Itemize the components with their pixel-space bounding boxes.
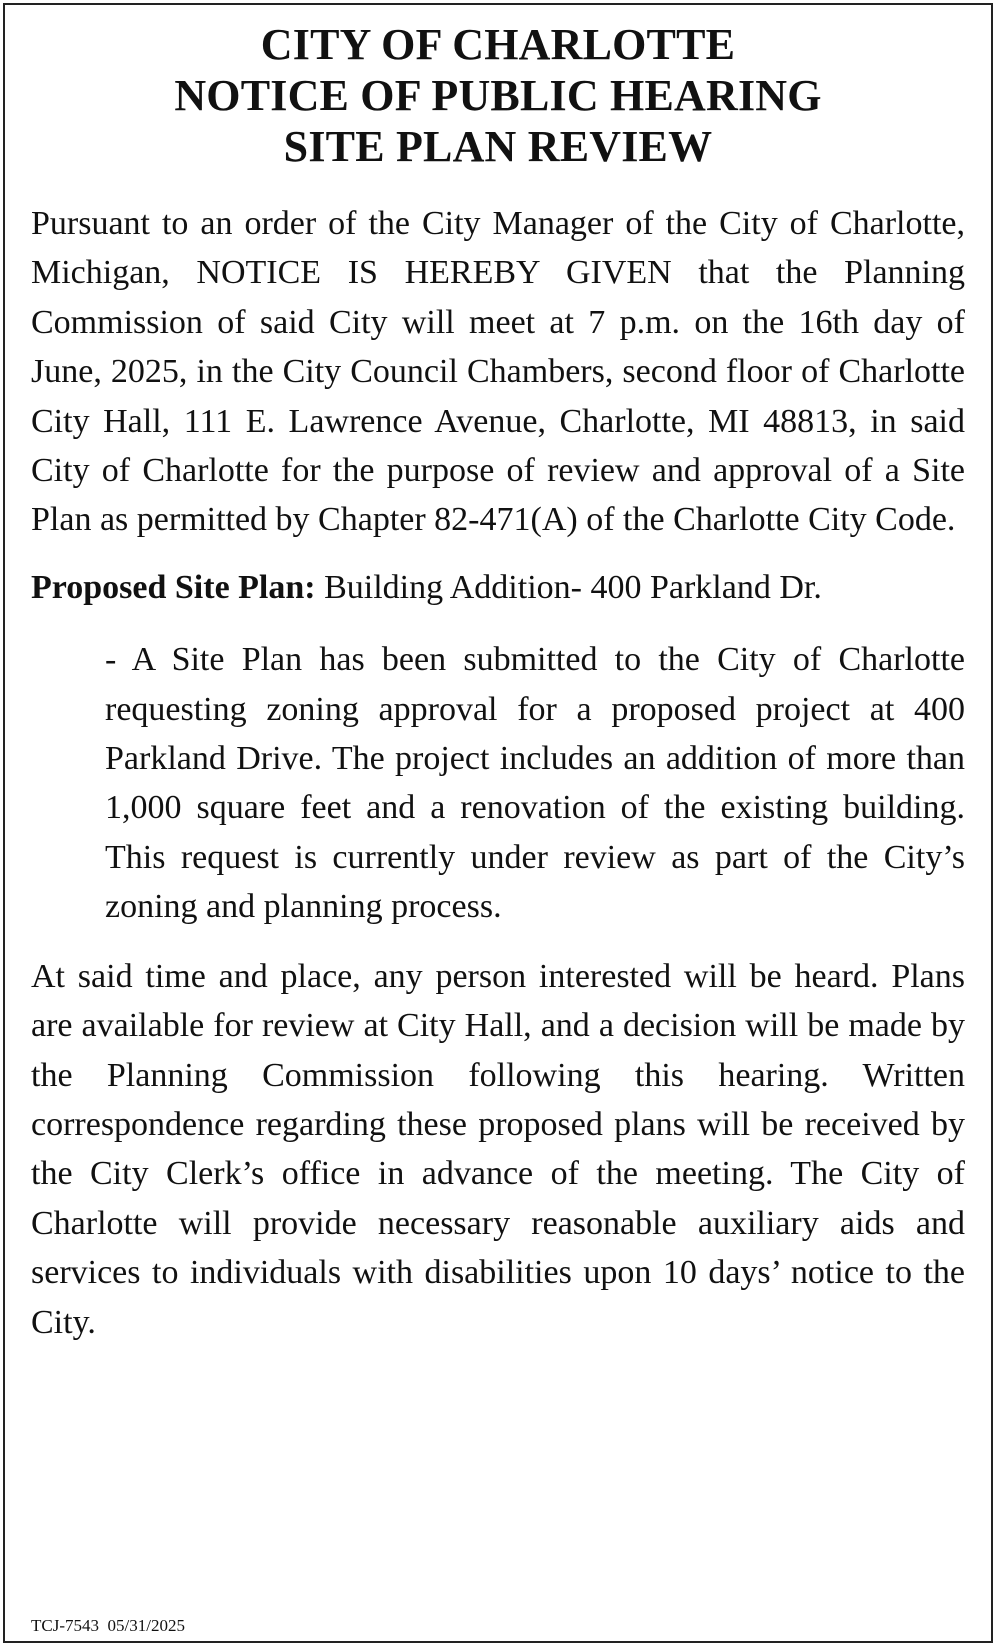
notice-title: [31, 19, 965, 172]
proposed-site-plan-value: Building Addition- 400 Parkland Dr.: [315, 568, 822, 606]
proposed-site-plan-label: Proposed Site Plan:: [31, 568, 316, 606]
proposed-site-plan: [31, 563, 965, 612]
site-plan-detail-paragraph: - A Site Plan has been submitted to the City of Charlotte requesting zoning approval for a proposed project at 400 Parkland Drive. The project includes an addition of more than 1,000 square feet and a renovation of the existing building. This request is currently under review as part of the City’s zoning and planning process.: [105, 641, 965, 926]
publication-reference: TCJ-7543 05/31/2025: [31, 1616, 185, 1635]
title-line-review: SITE PLAN REVIEW: [283, 122, 713, 171]
public-notice: [3, 3, 993, 1643]
intro-paragraph: Pursuant to an order of the City Manager of the City of Charlotte, Michigan, NOTICE IS HEREBY GIVEN that the Planning Commission of said City will meet at 7 p.m. on the 16th day of June, 2025, in the City Council Chambers, second floor of Charlotte City Hall, 111 E. Lawrence Avenue, Charlotte, MI 48813, in said City of Charlotte for the purpose of review and approval of a Site Plan as permitted by Chapter 82-471(A) of the Charlotte City Code.: [31, 205, 965, 539]
closing-paragraph: At said time and place, any person interested will be heard. Plans are available for review at City Hall, and a decision will be made by the Planning Commission following this hearing. Written correspondence regarding these proposed plans will be received by the City Clerk’s office in advance of the meeting. The City of Charlotte will provide necessary reasonable auxiliary aids and services to individuals with disabilities upon 10 days’ notice to the City.: [31, 957, 965, 1341]
title-line-city: CITY OF CHARLOTTE: [260, 20, 736, 69]
title-line-notice: NOTICE OF PUBLIC HEARING: [174, 71, 822, 120]
